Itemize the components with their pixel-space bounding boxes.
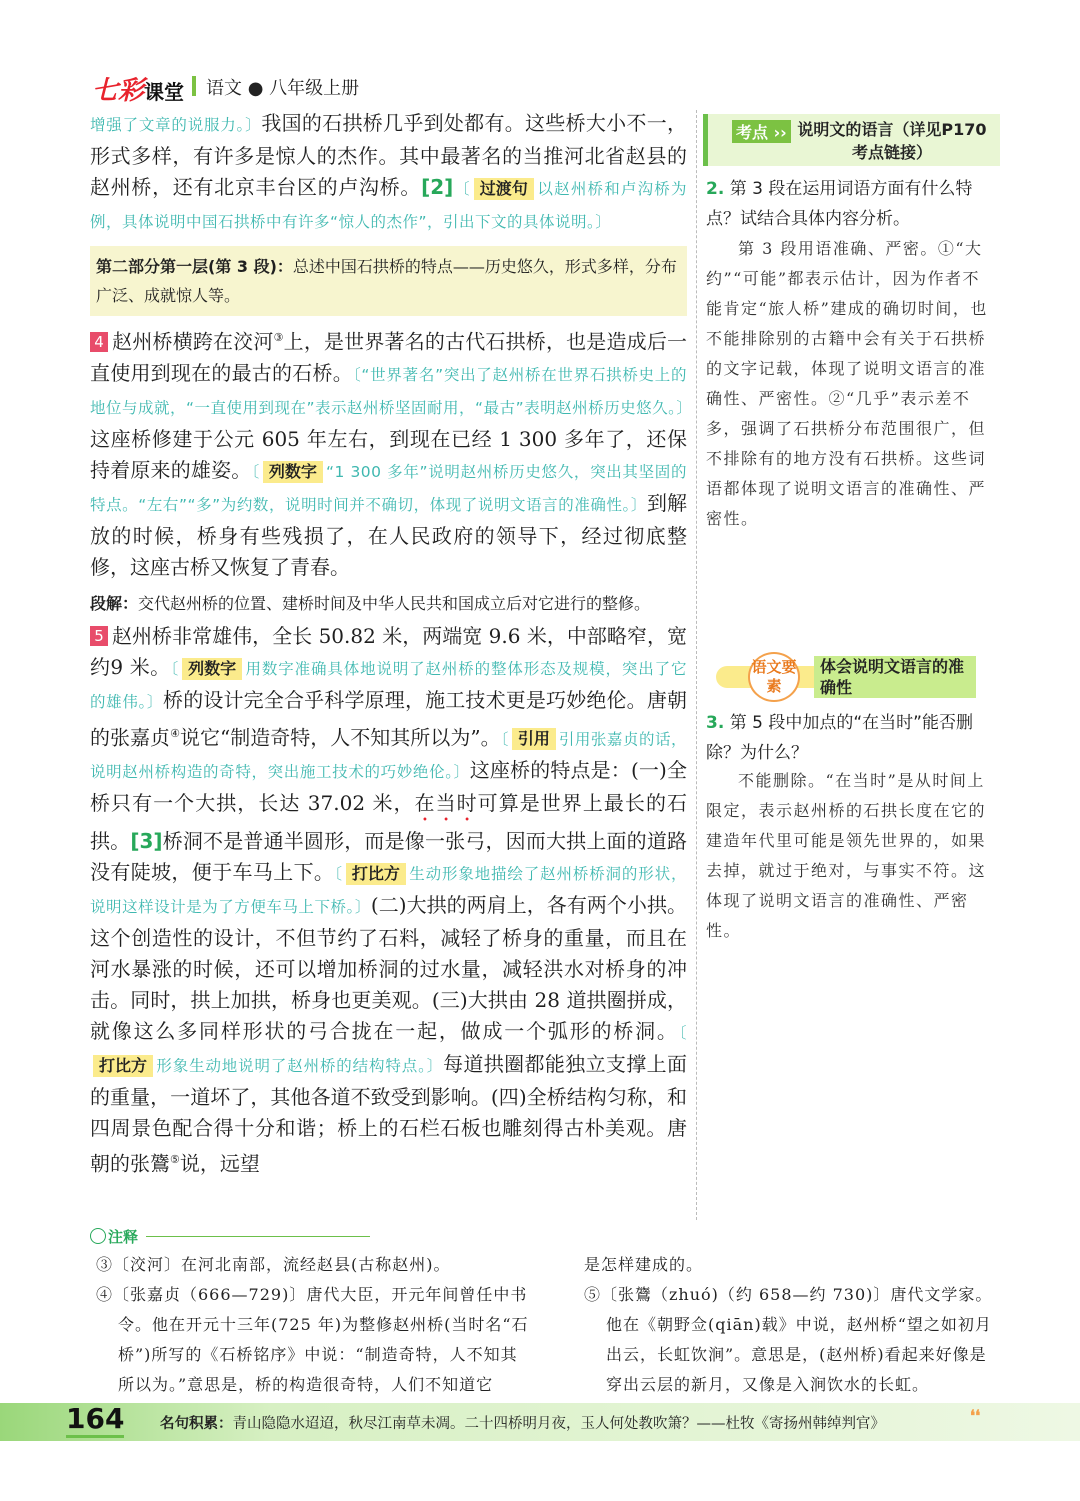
badge-circle: 语文要素 (748, 652, 800, 702)
section-summary (90, 246, 687, 316)
kaodian-box (703, 114, 1000, 166)
question-number: 2. (706, 179, 725, 199)
brand-main: 七彩 (92, 76, 145, 106)
annotation: 生动形象地描绘了赵州桥桥洞的形状，说明这样设计是为了方便车马上下桥。〕 (90, 865, 687, 917)
analysis-label: 段解： (90, 593, 139, 613)
annotation-bracket: 〔 (334, 865, 343, 884)
tag-label: 打比方 (93, 1055, 153, 1077)
footnote-mark: ⑤ (170, 1153, 180, 1167)
quote-label: 名句积累： (160, 1416, 233, 1432)
annotation: 用数字准确具体地说明了赵州桥的整体形态及规模，突出了它的雄伟。〕 (90, 659, 687, 711)
quote-mark-icon: ❛❛ (970, 1406, 981, 1425)
text: 我国的石拱桥几乎到处都有。这些桥大小不一，形式多样，有许多是惊人的杰作。其中最著名的当推河北省赵县的赵州桥，还有北京丰台区的卢沟桥。 (90, 111, 687, 199)
paragraph-5 (90, 621, 687, 1180)
annotation: 以赵州桥和卢沟桥为例，具体说明中国石拱桥中有许多“惊人的杰作”，引出下文的具体说明。〕 (90, 180, 687, 231)
tag-label: 列数字 (263, 461, 323, 483)
annotation-bracket: 〔 (453, 180, 471, 198)
footnote-rule (146, 1236, 370, 1237)
paragraph-number: 5 (90, 626, 108, 646)
annotation-bracket: 〔 (678, 1024, 687, 1043)
text: 赵州桥非常雄伟，全长 50.82 米，两端宽 9.6 米，中部略窄，宽约9 米。 (90, 623, 687, 679)
brand-logo (92, 70, 184, 107)
emphasis-dotted: 在当时 (414, 791, 478, 816)
text: 赵州桥横跨在洨河 (112, 329, 274, 354)
header-subject: 语文 ● 八年级上册 (206, 78, 360, 99)
question-text: 第 5 段中加点的“在当时”能否删除？为什么？ (706, 713, 973, 763)
text: 这座桥修建于公元 605 年左右，到现在已经 1 300 多年了，还保持着原来的雄姿。 (90, 426, 687, 482)
paragraph-analysis (90, 589, 687, 619)
tag-label: 过渡句 (474, 178, 534, 200)
text: 可算是世界上最长的石拱。 (90, 791, 688, 854)
footnote-4: ④〔张嘉贞（666—729)〕唐代大臣，开元年间曾任中书令。他在开元十三年(725 年)为整修赵州桥(当时名“石桥”)所写的《石桥铭序》中说：“制造奇特，人不知其所以为。”意思是，桥的构造很奇特，人们不知道它 (96, 1285, 529, 1394)
famous-quote (160, 1412, 885, 1433)
text: 说它“制造奇特，人不知其所以为”。 (179, 725, 501, 750)
footnote-3: ③〔洨河〕在河北南部，流经赵县(古称赵州)。 (96, 1255, 451, 1274)
answer-3: 不能删除。“在当时”是从时间上限定，表示赵州桥的石拱长度在它的建造年代里可能是领先世界的，如果去掉，就过于绝对，与事实不符。这体现了说明文语言的准确性、严密性。 (706, 771, 987, 940)
text: 上，是世界著名的古代石拱桥，也是造成后一直使用到现在的最古的石桥。 (90, 329, 687, 385)
question-3 (706, 708, 988, 768)
footnote-mark: ④ (170, 726, 180, 740)
annotation: 引用张嘉贞的话，说明赵州桥构造的奇特，突出施工技术的巧妙绝伦。〕 (90, 730, 687, 782)
badge-label: 体会说明文语言的准确性 (814, 656, 976, 698)
tag-label: 列数字 (182, 658, 242, 680)
footnote-5: ⑤〔张鷟（zhuó)（约 658—约 730)〕唐代文学家。他在《朝野佥(qiān)载》中说，赵州桥“望之如初月出云，长虹饮涧”。意思是，(赵州桥)看起来好像是穿出云层的新月，又像是入涧饮水的长虹。 (584, 1285, 993, 1394)
annotation-bracket: 〔 (500, 730, 509, 749)
footnote-heading (90, 1226, 138, 1247)
answer-2: 第 3 段用语准确、严密。①“大约”“可能”都表示估计，因为作者不能肯定“旅人桥”建成的确切时间，也不能排除别的古籍中会有关于石拱桥的文字记载，体现了说明文语言的准确性、严密性。②“几乎”表示差不多，强调了石拱桥分布范围很广，但不排除有的地方没有石拱桥。这些词语都体现了说明文语言的准确性、严密性。 (706, 239, 988, 528)
annotation: 〔“世界著名”突出了赵州桥在世界石拱桥史上的地位与成就，“一直使用到现在”表示赵州桥坚固耐用，“最古”表明赵州桥历史悠久。〕 (90, 365, 693, 417)
kaodian-text: 说明文的语言（详见P170 考点链接） (797, 120, 987, 162)
question-ref: [2] (421, 175, 454, 199)
main-column (90, 108, 693, 1180)
text: (二)大拱的两肩上，各有两个小拱。这个创造性的设计，不但节约了石料，减轻了桥身的重量，而且在河水暴涨的时候，还可以增加桥洞的过水量，减轻洪水对桥身的冲击。同时，拱上加拱，桥身也更美观。(三)大拱由 28 道拱圈拼成，就像这么多同样形状的弓合拢在一起，做成一个弧形的桥洞。 (90, 893, 687, 1044)
footnotes-right (584, 1250, 998, 1400)
text: 桥的设计完全合乎科学原理，施工技术更是巧妙绝伦。唐朝的张嘉贞 (90, 687, 687, 750)
question-number: 3. (706, 713, 725, 733)
text: 每道拱圈都能独立支撑上面的重量，一道坏了，其他各道不致受到影响。(四)全桥结构匀称，和四周景色配合得十分和谐；桥上的石栏石板也雕刻得古朴美观。唐朝的张鷟 (90, 1052, 687, 1176)
paragraph-3-end (90, 108, 687, 238)
summary-text: 总述中国石拱桥的特点——历史悠久，形式多样，分布广泛、成就惊人等。 (96, 257, 677, 305)
text: 这座桥的特点是：(一)全桥只有一个大拱，长达 37.02 米， (90, 758, 687, 816)
annotation-bracket: 〔 (170, 659, 180, 678)
tag-label: 打比方 (346, 863, 406, 885)
quote-text: 青山隐隐水迢迢，秋尽江南草未凋。二十四桥明月夜，玉人何处教吹箫？——杜牧《寄扬州韩绰判官》 (232, 1416, 885, 1432)
annotation-bracket: 〔 (251, 462, 260, 481)
text: 桥洞不是普通半圆形，而是像一张弓，因而大拱上面的道路没有陡坡，便于车马上下。 (90, 829, 688, 885)
paragraph-4 (90, 322, 693, 583)
brand-sub: 课堂 (144, 80, 185, 104)
annotation: 形象生动地说明了赵州桥的结构特点。〕 (156, 1057, 444, 1076)
summary-label: 第二部分第一层(第 3 段)： (96, 257, 293, 276)
question-text: 第 3 段在运用词语方面有什么特点？试结合具体内容分析。 (706, 179, 973, 229)
analysis-text: 交代赵州桥的位置、建桥时间及中华人民共和国成立后对它进行的整修。 (138, 593, 651, 613)
text: 说，远望 (179, 1151, 260, 1176)
yuwen-element-badge (716, 652, 974, 702)
annotation: “1 300 多年”说明赵州桥历史悠久，突出其坚固的特点。“左右”“多”为约数，说明时间并不确切，体现了说明文语言的准确性。〕 (90, 462, 687, 514)
kaodian-tag: 考点 ›› (732, 120, 791, 143)
footnote-heading-text: 注释 (108, 1228, 139, 1246)
footnote-4-continued: 是怎样建成的。 (584, 1255, 704, 1274)
text: 到解放的时候，桥身有些残损了，在人民政府的领导下，经过彻底整修，这座古桥又恢复了青春。 (90, 490, 688, 579)
tag-label: 引用 (512, 728, 556, 750)
header-divider (192, 76, 196, 96)
question-ref: [3] (130, 829, 163, 854)
question-2 (706, 174, 988, 234)
paragraph-number: 4 (90, 332, 108, 352)
footnotes-left (96, 1250, 532, 1400)
column-divider (696, 110, 697, 1220)
annotation: 增强了文章的说服力。〕 (90, 116, 262, 134)
footnote-mark: ③ (273, 331, 284, 344)
page-number: 164 (66, 1402, 124, 1438)
note-icon (90, 1228, 106, 1244)
